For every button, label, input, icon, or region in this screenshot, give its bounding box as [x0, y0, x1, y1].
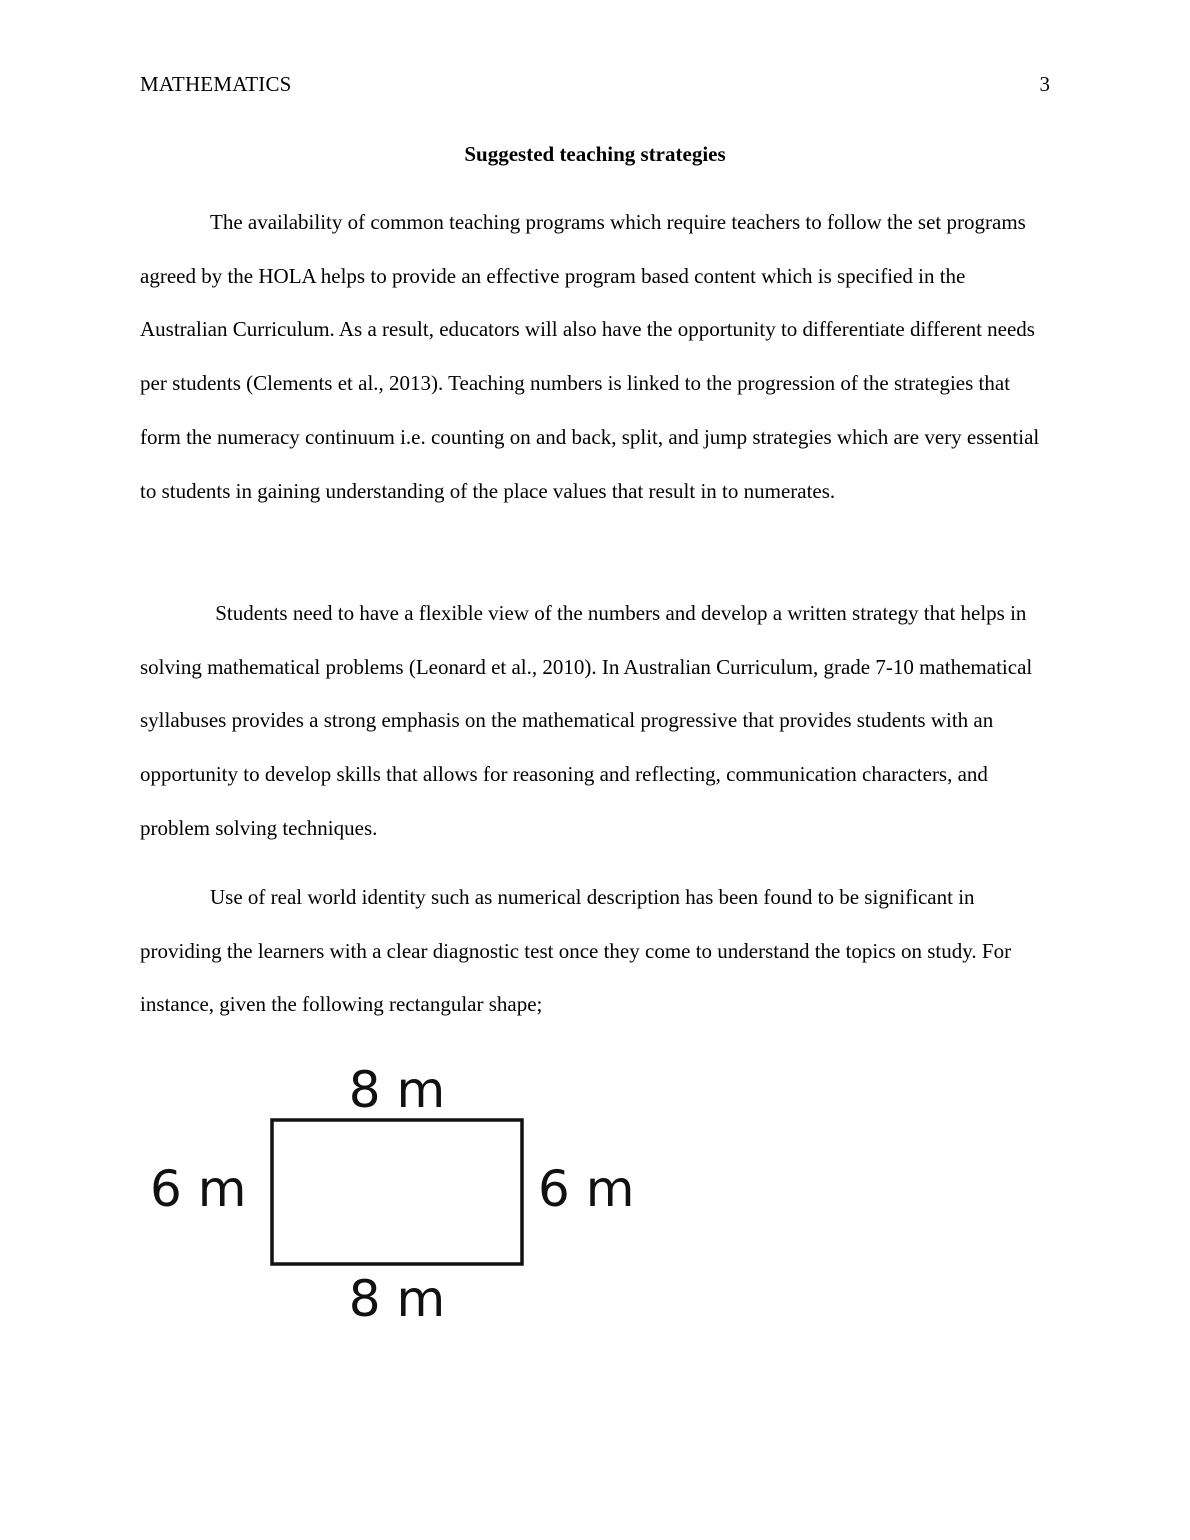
rectangle-shape — [272, 1120, 522, 1264]
paragraph-1: The availability of common teaching programs which require teachers to follow the set programs agreed by the HOLA helps to provide an effective program based content which is specified in the Australian Curriculum. As a result, educators will also have the opportunity to differentiate different needs per students (Clements et al., 2013). Teaching numbers is linked to the progression of the strategies that form the numeracy continuum i.e. counting on and back, split, and jump strategies which are very essential to students in gaining understanding of the place values that result in to numerates. — [140, 210, 1040, 503]
bottom-dimension-label: 8 m — [348, 1270, 446, 1328]
rectangle-figure — [140, 1058, 670, 1338]
page-number: 3 — [1039, 72, 1050, 96]
running-head: MATHEMATICS — [140, 72, 292, 96]
left-dimension-label: 6 m — [150, 1160, 247, 1218]
right-dimension-label: 6 m — [538, 1160, 635, 1218]
paragraph-3: Use of real world identity such as numerical description has been found to be significant in providing the learners with a clear diagnostic test once they come to understand the topics on study. For instance, given the following rectangular shape; — [140, 885, 1012, 1017]
paragraph-2: Students need to have a flexible view of the numbers and develop a written strategy that helps in solving mathematical problems (Leonard et al., 2010). In Australian Curriculum, grade 7-10 mathematical syllabuses provides a strong emphasis on the mathematical progressive that provides students with an opportunity to develop skills that allows for reasoning and reflecting, communication characters, and problem solving techniques. — [140, 601, 1038, 840]
section-title: Suggested teaching strategies — [464, 142, 726, 166]
rectangle-diagram — [140, 1058, 670, 1338]
top-dimension-label: 8 m — [348, 1061, 446, 1119]
